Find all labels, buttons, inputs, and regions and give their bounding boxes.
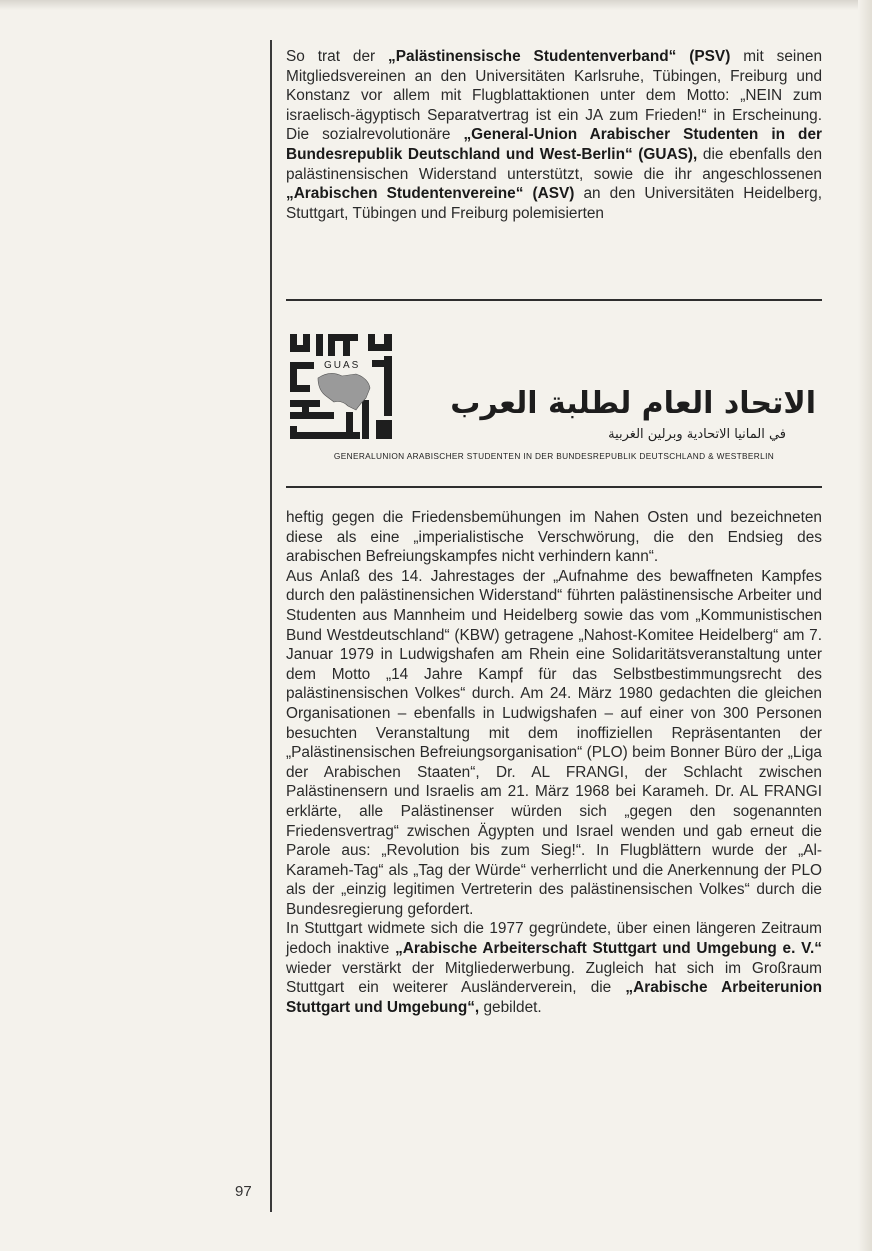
text-run: gebildet.	[479, 998, 542, 1016]
text-run: So trat der	[286, 48, 389, 65]
page-number: 97	[235, 1183, 252, 1200]
logo-caption: GENERALUNION ARABISCHER STUDENTEN IN DER BUNDESREPUBLIK DEUTSCHLAND & WESTBERLIN	[333, 451, 775, 461]
page-shadow-right	[858, 0, 872, 1251]
guas-emblem-icon	[286, 330, 416, 448]
paragraph-3	[286, 919, 822, 1017]
text-run: In Stuttgart widmete sich die 1977 gegründete, über einen längeren Zeitraum jedoch inaktive	[286, 920, 822, 958]
page-shadow-top	[0, 0, 872, 10]
org-name-psv: „Palästinensische Studentenverband“ (PSV)	[388, 48, 731, 65]
guas-abbreviation: GUAS	[324, 360, 361, 371]
paragraph-2: Aus Anlaß des 14. Jahrestages der „Aufnahme des bewaffneten Kampfes durch den palästinensichen Widerstand“ führten palästinensische Arbeiter und Studenten aus Mannheim und Heidelberg sowie das vom „Kommunistischen Bund Westdeutschland“ (KBW) getragene „Nahost-Komitee Heidelberg“ am 7. Januar 1979 in Ludwigshafen am Rhein eine Solidaritätsveranstaltung unter dem Motto „14 Jahre Kampf für das Selbstbestimmungsrecht des palästinensischen Volkes“ durch. Am 24. März 1980 gedachten die gleichen Organisationen – ebenfalls in Ludwigshafen – auf einer von 300 Personen besuchten Veranstaltung mit dem inoffiziellen Repräsentanten der „Palästinensischen Befreiungsorganisation“ (PLO) beim Bonner Büro der „Liga der Arabischen Staaten“, Dr. AL FRANGI, der Schlacht zwischen Palästinensern und Israelis am 21. März 1968 bei Karameh. Dr. AL FRANGI erklärte, alle Palästinenser würden sich „gegen den sogenannten Friedensvertrag“ zwischen Ägypten und Israel wenden und gab erneut die Parole aus: „Revolution bis zum Sieg!“. In Flugblättern wurde der „Al-Karameh-Tag“ als „Tag der Würde“ verherrlicht und die Anerkennung der PLO als der „einzig legitimen Vertreterin des palästinensischen Volkes“ durch die Bundesregierung gefordert.	[286, 567, 822, 918]
org-name-guas: „General-Union Arabischer Studenten in der Bundesrepublik Deutschland und West-Berlin“ (GUAS),	[286, 126, 822, 163]
paragraph-psv-guas	[286, 47, 822, 223]
bottom-text	[286, 508, 822, 1017]
arabic-organisation-name: الاتحاد العام لطلبة العرب	[450, 386, 816, 421]
paragraph-1: heftig gegen die Friedensbemühungen im Nahen Osten und bezeichneten diese als eine „imperialistische Verschwörung, die den Endsieg des arabischen Befreiungskampfes nicht verhindern kann“.	[286, 509, 822, 566]
rule-above-logo	[286, 299, 822, 301]
rule-below-logo	[286, 486, 822, 488]
text-run: mit seinen Mitgliedsvereinen an den Universitäten Karlsruhe, Tübingen, Freiburg und Konstanz vor allem mit Flugblattaktionen unter dem Motto: „NEIN zum israelisch-ägyptisch Separatvertrag ist ein JA zum Frieden!“ in Erscheinung. Die sozialrevolutionäre	[286, 48, 823, 144]
top-paragraph	[286, 47, 822, 223]
margin-rule	[270, 40, 272, 1212]
text-run: an den Universitäten Heidelberg, Stuttgart, Tübingen und Freiburg polemisierten	[286, 185, 822, 222]
arabic-organisation-subtitle: في المانيا الاتحادية وبرلين الغربية	[608, 427, 786, 442]
text-run: die ebenfalls den palästinensischen Widerstand unterstützt, sowie die ihr angeschlossenen	[286, 145, 823, 183]
guas-logo-figure	[286, 330, 822, 470]
org-name-asv: „Arabischen Studentenvereine“ (ASV)	[286, 185, 575, 203]
text-run: wieder verstärkt der Mitgliederwerbung. Zugleich hat sich im Großraum Stuttgart ein weiterer Ausländerverein, die	[286, 959, 822, 997]
org-name-arbeiterschaft: „Arabische Arbeiterschaft Stuttgart und Umgebung e. V.“	[395, 940, 822, 958]
org-name-arbeiterunion: „Arabische Arbeiterunion Stuttgart und Umgebung“,	[286, 979, 822, 1016]
